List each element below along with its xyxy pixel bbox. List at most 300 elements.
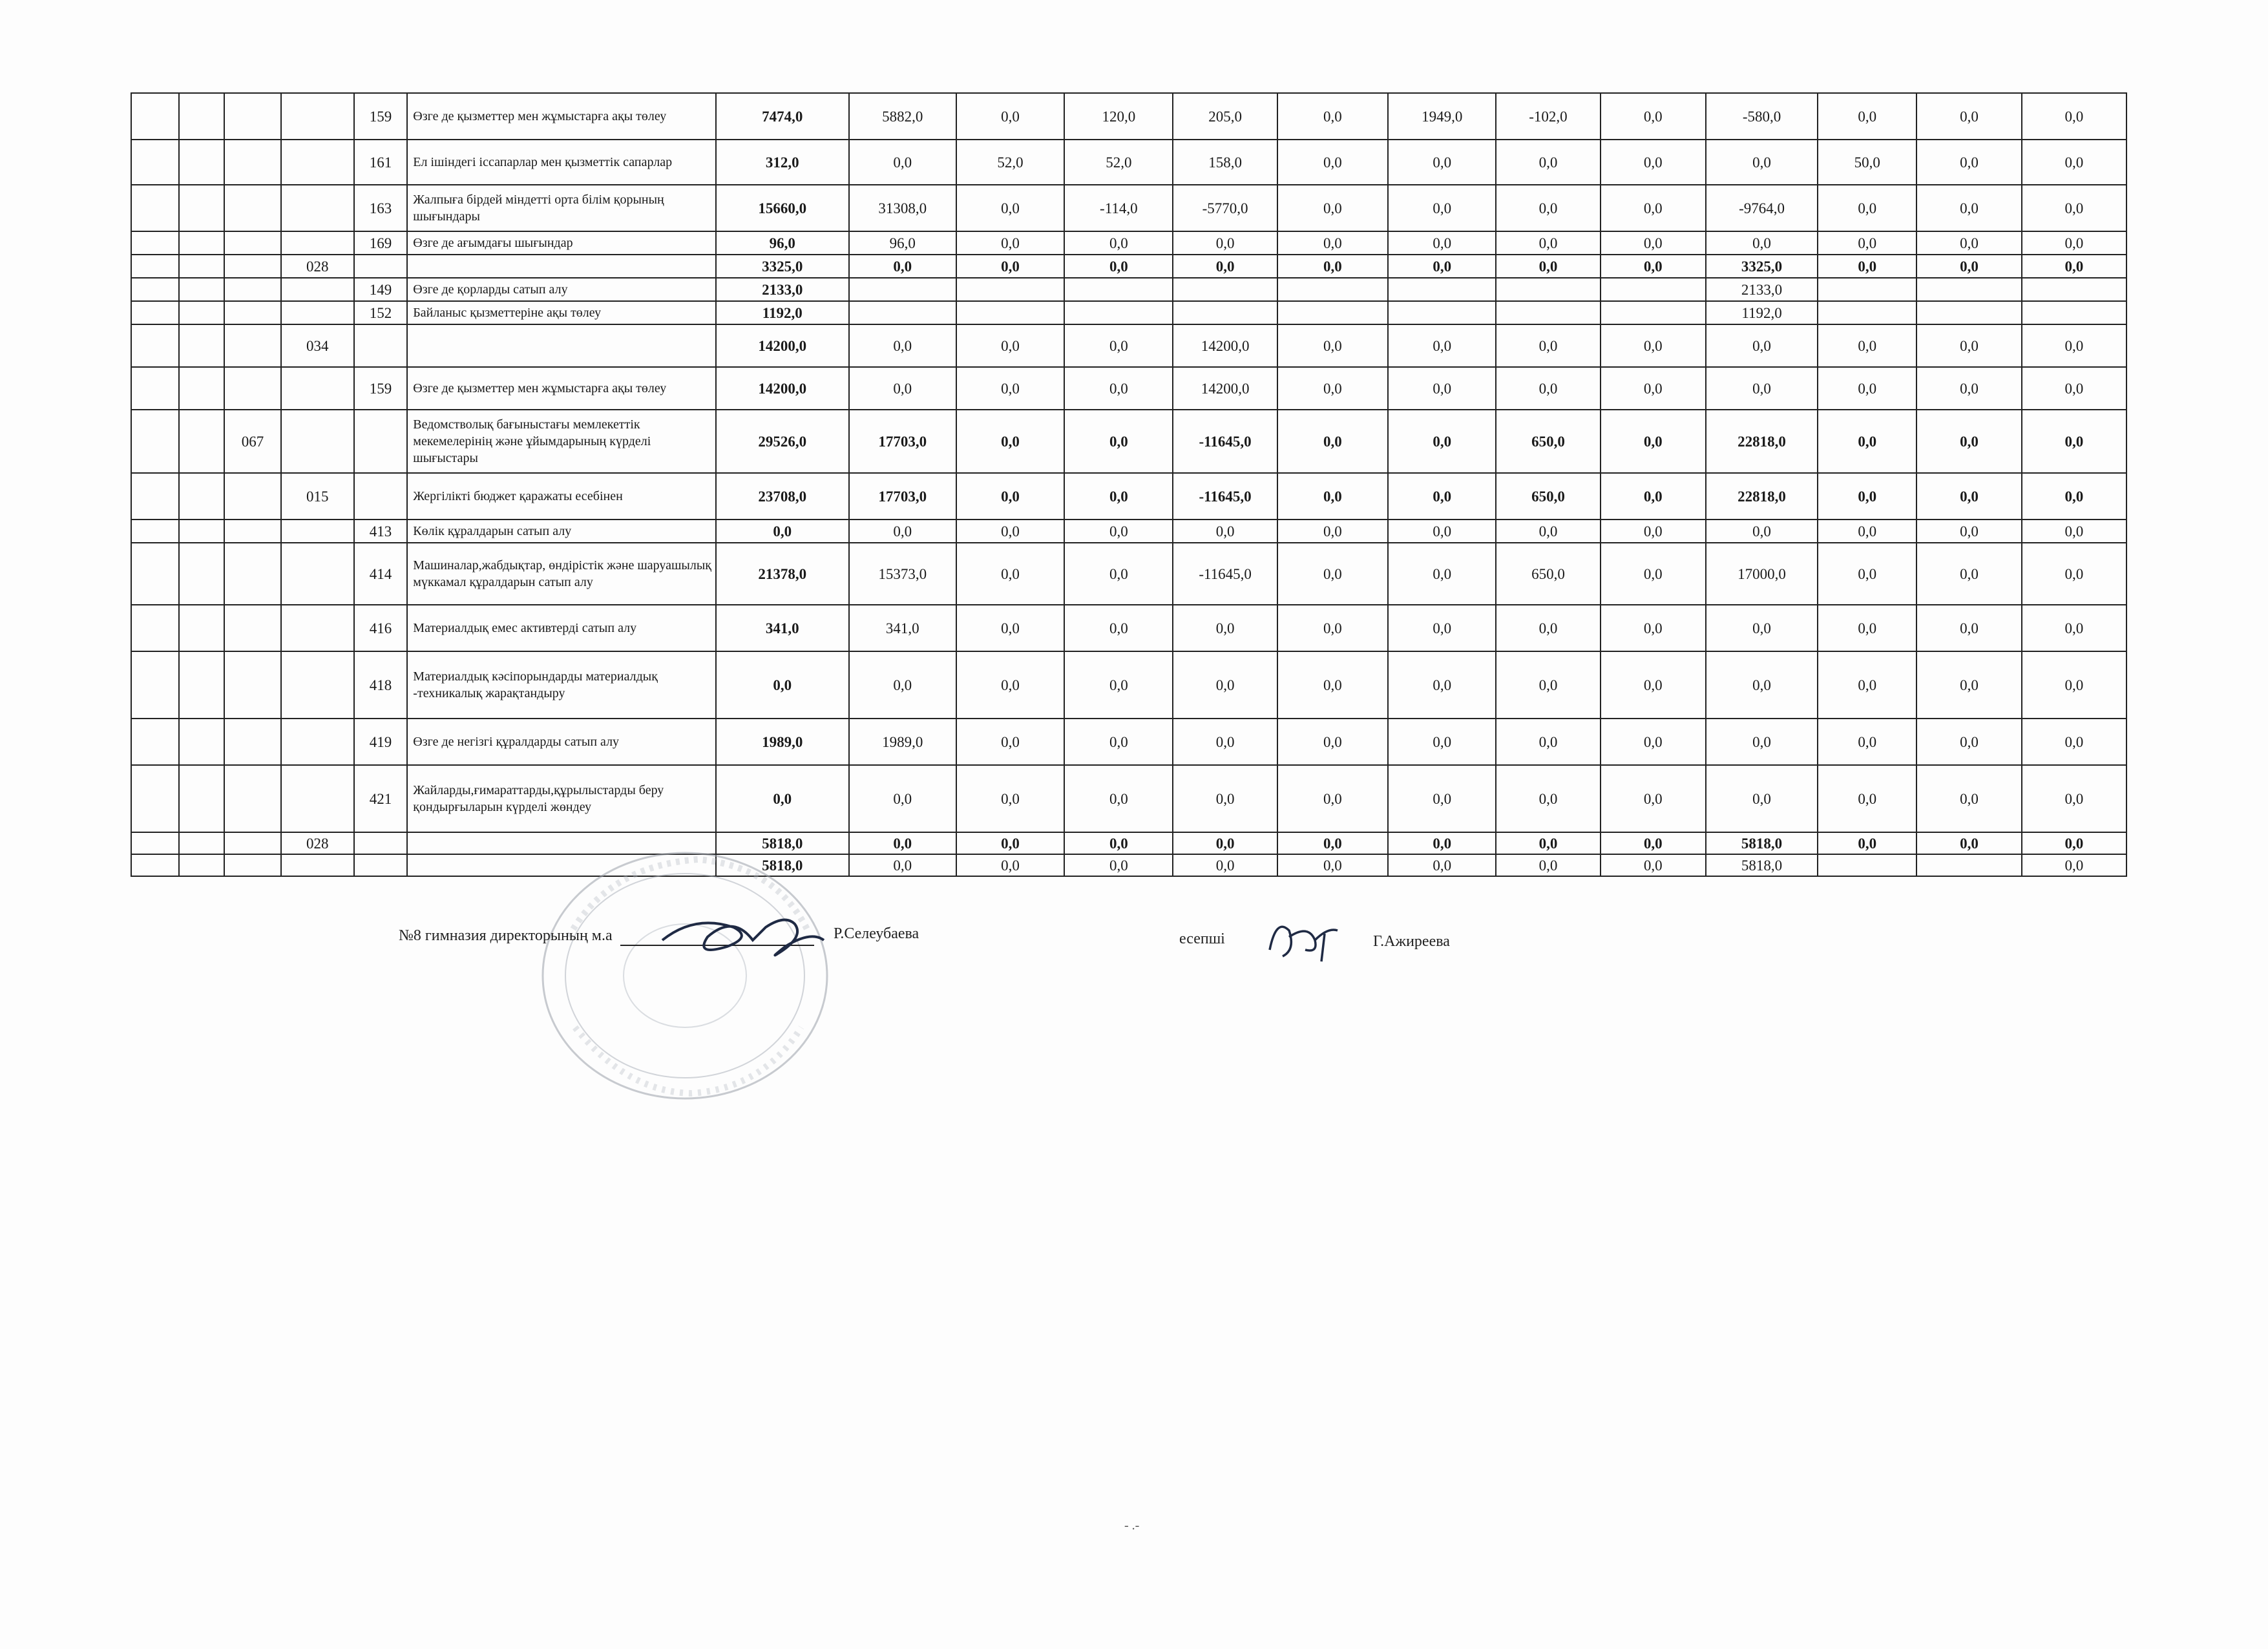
cell-value: 0,0: [1496, 367, 1600, 410]
cell-group: [131, 854, 179, 876]
cell-value: 0,0: [2022, 473, 2126, 520]
cell-name: Ведомстволық бағыныстағы мемлекеттік мекемелерінің және ұйымдарының күрделі шығыстары: [407, 410, 716, 473]
cell-value: 0,0: [1277, 185, 1388, 231]
cell-value: [1496, 301, 1600, 324]
cell-function: [179, 832, 225, 854]
cell-total: 96,0: [716, 231, 849, 255]
cell-value: 0,0: [2022, 255, 2126, 278]
cell-value: 0,0: [1064, 543, 1173, 605]
cell-value: 0,0: [1706, 520, 1818, 543]
cell-value: 0,0: [1064, 255, 1173, 278]
cell-value: 0,0: [1388, 367, 1496, 410]
cell-value: 14200,0: [1173, 324, 1277, 367]
cell-value: 0,0: [1277, 324, 1388, 367]
cell-value: 0,0: [956, 367, 1064, 410]
cell-value: 0,0: [1277, 410, 1388, 473]
budget-table: [131, 92, 2127, 877]
cell-value: -11645,0: [1173, 410, 1277, 473]
cell-value: 158,0: [1173, 140, 1277, 185]
director-title: №8 гимназия директорының м.а: [399, 927, 613, 944]
cell-value: [1818, 278, 1916, 301]
cell-value: 0,0: [1388, 255, 1496, 278]
cell-function: [179, 473, 225, 520]
cell-value: 15373,0: [849, 543, 956, 605]
cell-value: [2022, 301, 2126, 324]
cell-program: [224, 765, 281, 832]
cell-program: [224, 367, 281, 410]
cell-function: [179, 367, 225, 410]
footer-mark: - .-: [1124, 1518, 1140, 1533]
cell-value: [1388, 278, 1496, 301]
cell-group: [131, 719, 179, 765]
cell-value: 0,0: [1277, 93, 1388, 140]
cell-name: Жалпыға бірдей міндетті орта білім қорының шығындары: [407, 185, 716, 231]
cell-total: 5818,0: [716, 854, 849, 876]
cell-value: 0,0: [1916, 410, 2021, 473]
cell-function: [179, 185, 225, 231]
cell-value: 0,0: [849, 255, 956, 278]
cell-value: 3325,0: [1706, 255, 1818, 278]
table-row: [131, 140, 2126, 185]
table-row: [131, 93, 2126, 140]
cell-program: [224, 719, 281, 765]
cell-name: Материалдық кәсіпорындарды материалдық -техникалық жарақтандыру: [407, 651, 716, 719]
cell-value: 0,0: [1601, 765, 1706, 832]
cell-value: 0,0: [1277, 765, 1388, 832]
cell-value: 0,0: [1388, 719, 1496, 765]
cell-value: 0,0: [2022, 93, 2126, 140]
cell-group: [131, 278, 179, 301]
cell-subprogram: [281, 543, 354, 605]
cell-specifics-code: 149: [354, 278, 408, 301]
cell-value: 0,0: [1601, 719, 1706, 765]
cell-total: 1989,0: [716, 719, 849, 765]
cell-value: 0,0: [1818, 520, 1916, 543]
cell-value: 0,0: [1916, 520, 2021, 543]
cell-value: 52,0: [956, 140, 1064, 185]
cell-value: 0,0: [1818, 543, 1916, 605]
cell-total: 0,0: [716, 651, 849, 719]
cell-group: [131, 605, 179, 651]
cell-specifics-code: [354, 832, 408, 854]
cell-value: 0,0: [1818, 832, 1916, 854]
cell-program: [224, 543, 281, 605]
cell-value: 0,0: [1601, 410, 1706, 473]
cell-value: 1949,0: [1388, 93, 1496, 140]
cell-specifics-code: [354, 473, 408, 520]
cell-total: 312,0: [716, 140, 849, 185]
cell-value: 0,0: [1173, 255, 1277, 278]
cell-function: [179, 301, 225, 324]
cell-name: Өзге де қорларды сатып алу: [407, 278, 716, 301]
cell-specifics-code: [354, 255, 408, 278]
cell-value: 0,0: [1496, 324, 1600, 367]
cell-value: 0,0: [1601, 324, 1706, 367]
table-row: [131, 410, 2126, 473]
cell-value: 31308,0: [849, 185, 956, 231]
cell-value: 0,0: [1277, 140, 1388, 185]
cell-subprogram: [281, 651, 354, 719]
cell-value: 0,0: [849, 140, 956, 185]
cell-value: 0,0: [1601, 605, 1706, 651]
cell-subprogram: 028: [281, 255, 354, 278]
cell-value: -11645,0: [1173, 543, 1277, 605]
table-row: [131, 278, 2126, 301]
cell-value: 0,0: [1064, 324, 1173, 367]
cell-value: 0,0: [1916, 231, 2021, 255]
cell-group: [131, 324, 179, 367]
cell-total: 341,0: [716, 605, 849, 651]
cell-value: 0,0: [1388, 140, 1496, 185]
cell-value: 0,0: [2022, 651, 2126, 719]
director-signature: [656, 901, 830, 966]
cell-value: -580,0: [1706, 93, 1818, 140]
cell-value: 0,0: [1818, 231, 1916, 255]
cell-value: [2022, 278, 2126, 301]
cell-name: Өзге де ағымдағы шығындар: [407, 231, 716, 255]
cell-group: [131, 231, 179, 255]
cell-value: 0,0: [849, 854, 956, 876]
cell-value: [849, 301, 956, 324]
cell-name: Материалдық емес активтерді сатып алу: [407, 605, 716, 651]
cell-name: Жайларды,ғимараттарды,құрылыстарды беру қондырғыларын күрделі жөндеу: [407, 765, 716, 832]
cell-name: Машиналар,жабдықтар, өндірістік және шаруашылық мүккамал құралдарын сатып алу: [407, 543, 716, 605]
cell-value: 650,0: [1496, 410, 1600, 473]
cell-subprogram: [281, 301, 354, 324]
cell-name: Өзге де негізгі құралдарды сатып алу: [407, 719, 716, 765]
cell-value: [1916, 854, 2021, 876]
cell-value: 0,0: [1706, 765, 1818, 832]
cell-value: 0,0: [1916, 473, 2021, 520]
cell-value: 0,0: [1916, 543, 2021, 605]
cell-program: [224, 854, 281, 876]
cell-value: 0,0: [1388, 605, 1496, 651]
cell-value: 0,0: [1818, 651, 1916, 719]
cell-value: 0,0: [1277, 651, 1388, 719]
cell-value: 0,0: [1706, 367, 1818, 410]
cell-value: 0,0: [1173, 719, 1277, 765]
cell-name: Өзге де қызметтер мен жұмыстарға ақы төлеу: [407, 367, 716, 410]
cell-value: 0,0: [1277, 473, 1388, 520]
cell-value: 0,0: [2022, 605, 2126, 651]
cell-function: [179, 854, 225, 876]
cell-value: 0,0: [1173, 832, 1277, 854]
cell-function: [179, 719, 225, 765]
cell-value: 0,0: [1064, 765, 1173, 832]
cell-value: 5882,0: [849, 93, 956, 140]
cell-value: 0,0: [1601, 651, 1706, 719]
cell-value: [1064, 278, 1173, 301]
cell-value: 0,0: [1916, 719, 2021, 765]
cell-specifics-code: 416: [354, 605, 408, 651]
cell-value: 0,0: [956, 651, 1064, 719]
cell-subprogram: 034: [281, 324, 354, 367]
cell-function: [179, 410, 225, 473]
cell-group: [131, 543, 179, 605]
cell-value: 0,0: [1601, 255, 1706, 278]
cell-subprogram: [281, 231, 354, 255]
table-row: [131, 324, 2126, 367]
cell-subprogram: [281, 520, 354, 543]
cell-specifics-code: 159: [354, 367, 408, 410]
cell-name: [407, 324, 716, 367]
cell-value: 0,0: [2022, 140, 2126, 185]
cell-value: [1064, 301, 1173, 324]
cell-value: 0,0: [1173, 520, 1277, 543]
cell-value: 17000,0: [1706, 543, 1818, 605]
cell-total: 14200,0: [716, 367, 849, 410]
cell-value: 0,0: [1818, 410, 1916, 473]
cell-specifics-code: 161: [354, 140, 408, 185]
cell-program: [224, 520, 281, 543]
official-stamp: [530, 840, 840, 1111]
cell-subprogram: [281, 854, 354, 876]
table-row: [131, 367, 2126, 410]
cell-value: 0,0: [1277, 520, 1388, 543]
cell-total: 7474,0: [716, 93, 849, 140]
table-row: [131, 255, 2126, 278]
cell-value: [956, 278, 1064, 301]
cell-value: 0,0: [1064, 231, 1173, 255]
cell-value: 0,0: [1496, 185, 1600, 231]
cell-group: [131, 832, 179, 854]
cell-value: 0,0: [1601, 93, 1706, 140]
table-row: [131, 651, 2126, 719]
cell-value: 0,0: [1173, 605, 1277, 651]
cell-value: 0,0: [1388, 765, 1496, 832]
cell-function: [179, 255, 225, 278]
table-row: [131, 473, 2126, 520]
cell-value: 0,0: [2022, 231, 2126, 255]
cell-value: 0,0: [1916, 185, 2021, 231]
cell-function: [179, 605, 225, 651]
cell-value: 0,0: [1388, 473, 1496, 520]
cell-program: [224, 651, 281, 719]
cell-group: [131, 367, 179, 410]
cell-value: 0,0: [1388, 651, 1496, 719]
cell-subprogram: [281, 93, 354, 140]
cell-value: 0,0: [1496, 231, 1600, 255]
cell-value: -11645,0: [1173, 473, 1277, 520]
table-row: [131, 520, 2126, 543]
cell-specifics-code: 414: [354, 543, 408, 605]
cell-value: 0,0: [1064, 410, 1173, 473]
cell-value: 0,0: [1173, 854, 1277, 876]
cell-value: 0,0: [1064, 651, 1173, 719]
cell-value: 0,0: [956, 410, 1064, 473]
cell-value: 0,0: [1916, 765, 2021, 832]
cell-value: 0,0: [1277, 255, 1388, 278]
table-row: [131, 719, 2126, 765]
cell-total: 0,0: [716, 765, 849, 832]
cell-value: 0,0: [1496, 255, 1600, 278]
cell-value: [849, 278, 956, 301]
cell-value: 0,0: [2022, 854, 2126, 876]
cell-value: [1277, 301, 1388, 324]
cell-value: 0,0: [956, 543, 1064, 605]
cell-value: 0,0: [1706, 324, 1818, 367]
cell-value: 0,0: [1818, 324, 1916, 367]
cell-value: 0,0: [1173, 231, 1277, 255]
cell-value: 0,0: [1706, 719, 1818, 765]
cell-specifics-code: 169: [354, 231, 408, 255]
cell-value: 0,0: [1388, 185, 1496, 231]
cell-value: 0,0: [1388, 520, 1496, 543]
cell-value: 0,0: [2022, 367, 2126, 410]
cell-value: 0,0: [1818, 367, 1916, 410]
cell-program: [224, 231, 281, 255]
cell-value: -5770,0: [1173, 185, 1277, 231]
cell-value: 0,0: [849, 367, 956, 410]
cell-total: 14200,0: [716, 324, 849, 367]
cell-value: 1989,0: [849, 719, 956, 765]
cell-value: 0,0: [956, 324, 1064, 367]
cell-function: [179, 278, 225, 301]
cell-value: 0,0: [1277, 854, 1388, 876]
cell-value: 0,0: [1916, 140, 2021, 185]
cell-value: 0,0: [1601, 231, 1706, 255]
cell-group: [131, 301, 179, 324]
cell-value: -9764,0: [1706, 185, 1818, 231]
cell-value: 0,0: [1916, 324, 2021, 367]
cell-value: [1496, 278, 1600, 301]
cell-value: 0,0: [1496, 605, 1600, 651]
cell-value: 0,0: [1277, 543, 1388, 605]
cell-value: 0,0: [1916, 605, 2021, 651]
cell-value: 0,0: [1496, 520, 1600, 543]
cell-name: Ел ішіндегі іссапарлар мен қызметтік сапарлар: [407, 140, 716, 185]
cell-group: [131, 651, 179, 719]
cell-value: 0,0: [956, 520, 1064, 543]
cell-function: [179, 765, 225, 832]
cell-value: 0,0: [1916, 651, 2021, 719]
cell-specifics-code: 418: [354, 651, 408, 719]
cell-specifics-code: 159: [354, 93, 408, 140]
cell-value: 0,0: [1277, 719, 1388, 765]
cell-program: 067: [224, 410, 281, 473]
table-row: [131, 854, 2126, 876]
cell-program: [224, 140, 281, 185]
cell-value: 0,0: [1916, 255, 2021, 278]
cell-subprogram: [281, 367, 354, 410]
cell-specifics-code: [354, 324, 408, 367]
cell-total: 0,0: [716, 520, 849, 543]
cell-subprogram: [281, 719, 354, 765]
cell-value: [1818, 301, 1916, 324]
cell-value: 0,0: [1601, 543, 1706, 605]
cell-value: 205,0: [1173, 93, 1277, 140]
cell-function: [179, 520, 225, 543]
cell-value: 0,0: [1706, 231, 1818, 255]
cell-value: 0,0: [956, 719, 1064, 765]
cell-value: 0,0: [1916, 367, 2021, 410]
cell-value: 0,0: [956, 255, 1064, 278]
cell-total: 2133,0: [716, 278, 849, 301]
director-name: Р.Селеубаева: [834, 925, 919, 942]
cell-value: 1192,0: [1706, 301, 1818, 324]
cell-value: 96,0: [849, 231, 956, 255]
cell-program: [224, 301, 281, 324]
cell-value: 0,0: [1277, 231, 1388, 255]
cell-program: [224, 832, 281, 854]
cell-total: 5818,0: [716, 832, 849, 854]
cell-total: 1192,0: [716, 301, 849, 324]
cell-value: 0,0: [2022, 520, 2126, 543]
cell-value: 0,0: [1706, 140, 1818, 185]
cell-value: 0,0: [1818, 93, 1916, 140]
cell-value: 0,0: [956, 185, 1064, 231]
table-row: [131, 301, 2126, 324]
cell-function: [179, 140, 225, 185]
cell-value: 0,0: [1706, 605, 1818, 651]
cell-value: 0,0: [1601, 473, 1706, 520]
cell-value: 0,0: [1277, 367, 1388, 410]
cell-value: 0,0: [1706, 651, 1818, 719]
cell-group: [131, 140, 179, 185]
cell-value: 0,0: [2022, 543, 2126, 605]
cell-specifics-code: 152: [354, 301, 408, 324]
cell-value: 0,0: [849, 832, 956, 854]
cell-program: [224, 93, 281, 140]
cell-value: [1601, 301, 1706, 324]
cell-program: [224, 255, 281, 278]
cell-value: [956, 301, 1064, 324]
cell-name: Жергілікті бюджет қаражаты есебінен: [407, 473, 716, 520]
table-row: [131, 765, 2126, 832]
cell-value: [1818, 854, 1916, 876]
cell-value: -102,0: [1496, 93, 1600, 140]
cell-value: 120,0: [1064, 93, 1173, 140]
cell-value: 0,0: [1496, 719, 1600, 765]
cell-value: 0,0: [956, 93, 1064, 140]
cell-value: 0,0: [1818, 719, 1916, 765]
cell-value: [1916, 301, 2021, 324]
cell-value: 0,0: [1277, 605, 1388, 651]
cell-subprogram: [281, 185, 354, 231]
cell-value: 0,0: [1601, 367, 1706, 410]
cell-value: 0,0: [1173, 651, 1277, 719]
cell-name: Байланыс қызметтеріне ақы төлеу: [407, 301, 716, 324]
cell-value: 0,0: [849, 651, 956, 719]
cell-value: 0,0: [1818, 185, 1916, 231]
cell-value: 0,0: [1388, 324, 1496, 367]
cell-value: 0,0: [1064, 719, 1173, 765]
cell-value: 0,0: [1601, 854, 1706, 876]
cell-value: 2133,0: [1706, 278, 1818, 301]
cell-total: 15660,0: [716, 185, 849, 231]
cell-subprogram: 028: [281, 832, 354, 854]
cell-value: 0,0: [1388, 410, 1496, 473]
cell-value: 52,0: [1064, 140, 1173, 185]
cell-value: 0,0: [1173, 765, 1277, 832]
cell-specifics-code: 163: [354, 185, 408, 231]
cell-value: 0,0: [2022, 765, 2126, 832]
cell-specifics-code: 419: [354, 719, 408, 765]
cell-value: 17703,0: [849, 473, 956, 520]
budget-table-body: [131, 93, 2126, 876]
accountant-signature: [1263, 911, 1347, 966]
cell-program: [224, 473, 281, 520]
cell-value: 0,0: [1601, 832, 1706, 854]
cell-value: 0,0: [1916, 93, 2021, 140]
cell-total: 23708,0: [716, 473, 849, 520]
cell-value: 650,0: [1496, 543, 1600, 605]
cell-value: 0,0: [2022, 719, 2126, 765]
cell-value: 341,0: [849, 605, 956, 651]
cell-value: 0,0: [956, 605, 1064, 651]
cell-value: 0,0: [956, 765, 1064, 832]
budget-table-container: [131, 92, 2127, 877]
